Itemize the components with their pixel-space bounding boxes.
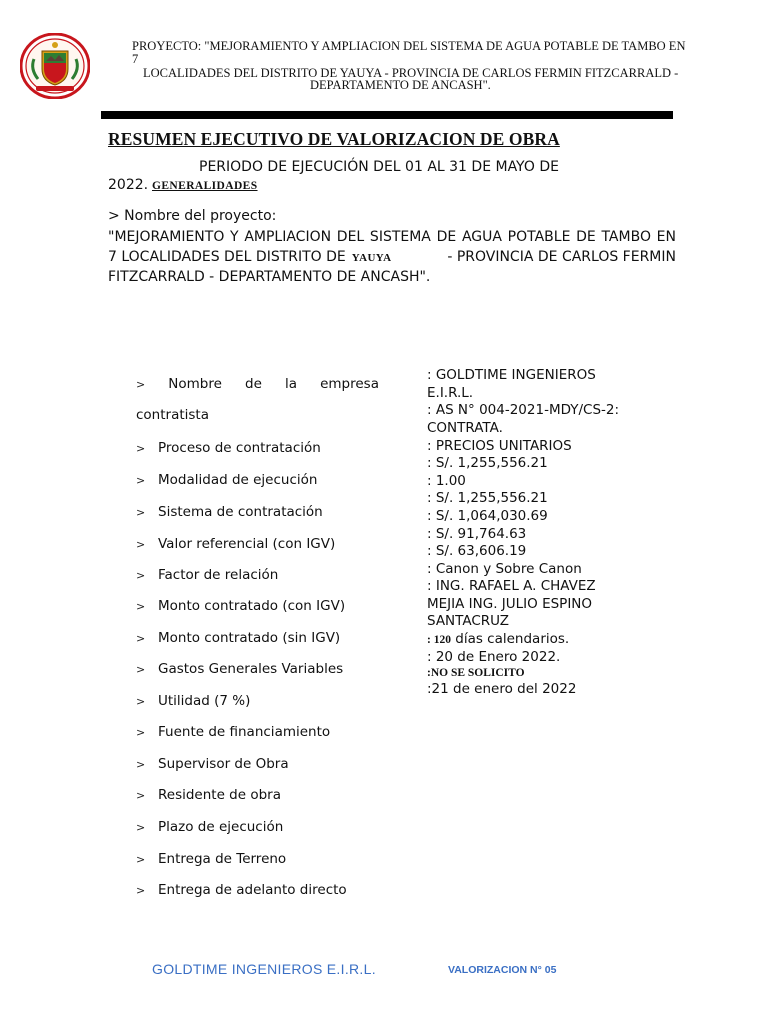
project-district-name: YAUYA [351,252,392,264]
value-monto-sin-igv: : S/. 1,064,030.69 [427,508,548,524]
footer-valorizacion-number: VALORIZACION N° 05 [448,964,557,976]
bullet-arrow-icon: > [136,378,146,391]
bullet-arrow-icon: > [136,663,146,676]
value-proceso: : AS N° 004-2021-MDY/CS-2: [427,402,620,418]
list-item [136,660,343,678]
list-item [136,597,345,615]
value-supervisor-cont: MEJIA ING. JULIO ESPINO [427,596,593,612]
list-item-label: Proceso de contratación [158,440,321,456]
list-item-label: Modalidad de ejecución [158,472,318,488]
project-name-line-2 [108,249,676,265]
value-fecha: :21 de enero del 2022 [427,681,577,697]
header-divider-thick [101,113,673,119]
list-item-label: Plazo de ejecución [158,819,284,835]
value-entrega-terreno: : 20 de Enero 2022. [427,649,561,665]
list-item [136,881,347,899]
project-name-label: > Nombre del proyecto: [108,208,277,224]
header-project-line-2: 7 [132,52,139,66]
project-name-line-2-start: 7 LOCALIDADES DEL DISTRITO DE [108,249,346,265]
bullet-arrow-icon: > [136,853,146,866]
footer-company: GOLDTIME INGENIEROS E.I.R.L. [152,961,376,977]
list-item-label: Entrega de Terreno [158,851,287,867]
list-item [136,818,283,836]
list-item [136,566,278,584]
value-adelanto: :NO SE SOLICITO [427,667,525,679]
value-residente: SANTACRUZ [427,613,510,629]
list-item [136,471,317,489]
list-item-label: Monto contratado (sin IGV) [158,630,341,646]
list-item-label: Valor referencial (con IGV) [158,536,336,552]
bullet-arrow-icon: > [136,600,146,613]
list-item [136,850,286,868]
list-word: la [284,376,297,392]
bullet-arrow-icon: > [136,726,146,739]
bullet-arrow-icon: > [136,758,146,771]
bullet-arrow-icon: > [136,821,146,834]
project-name-line-2-end: - PROVINCIA DE CARLOS FERMIN [447,249,676,265]
value-plazo-unit: días calendarios. [455,631,570,647]
list-item [136,692,250,710]
value-plazo [427,631,569,649]
bullet-arrow-icon: > [136,569,146,582]
bullet-arrow-icon: > [136,474,146,487]
list-item [136,535,335,553]
bullet-arrow-icon: > [136,506,146,519]
list-item-label: Supervisor de Obra [158,756,289,772]
list-item-empresa [136,376,379,392]
value-empresa-cont: E.I.R.L. [427,385,474,401]
list-item-label: Gastos Generales Variables [158,661,344,677]
list-item [136,629,340,647]
bullet-arrow-icon: > [136,884,146,897]
value-gastos: : S/. 91,764.63 [427,526,527,542]
list-item-label: Entrega de adelanto directo [158,882,347,898]
project-name-line-1: "MEJORAMIENTO Y AMPLIACION DEL SISTEMA DE AGUA POTABLE DE TAMBO EN [108,229,676,245]
list-item [136,439,321,457]
list-item-label: Factor de relación [158,567,279,583]
section-generalidades: GENERALIDADES [152,180,258,192]
list-item-label: Sistema de contratación [158,504,323,520]
list-word: Nombre [168,376,222,392]
value-empresa: : GOLDTIME INGENIEROS [427,367,596,383]
list-item [136,723,330,741]
value-utilidad: : S/. 63,606.19 [427,543,527,559]
value-factor: : 1.00 [427,473,466,489]
list-item-label: Utilidad (7 %) [158,693,251,709]
value-monto-con-igv: : S/. 1,255,556.21 [427,490,548,506]
value-financiamiento: : Canon y Sobre Canon [427,561,582,577]
value-supervisor: : ING. RAFAEL A. CHAVEZ [427,578,596,594]
bullet-arrow-icon: > [136,538,146,551]
document-title: RESUMEN EJECUTIVO DE VALORIZACION DE OBRA [108,129,560,149]
list-word: de [245,376,262,392]
value-plazo-days: : 120 [427,634,451,646]
bullet-arrow-icon: > [136,632,146,645]
value-proceso-cont: CONTRATA. [427,420,503,436]
header-project-line-1: PROYECTO: "MEJORAMIENTO Y AMPLIACION DEL SISTEMA DE AGUA POTABLE DE TAMBO EN [132,39,686,53]
period-year: 2022. [108,177,149,193]
bullet-arrow-icon: > [136,695,146,708]
municipal-seal-icon [20,33,90,99]
list-item-label: Fuente de financiamiento [158,724,331,740]
list-item [136,755,289,773]
period-line: PERIODO DE EJECUCIÓN DEL 01 AL 31 DE MAYO DE [199,159,559,175]
list-word: empresa [320,376,379,392]
list-item-empresa-cont: contratista [136,407,209,423]
list-item [136,786,281,804]
list-item-label: Residente de obra [158,787,282,803]
value-modalidad: : PRECIOS UNITARIOS [427,438,572,454]
value-valor-referencial: : S/. 1,255,556.21 [427,455,548,471]
header-project-line-3: LOCALIDADES DEL DISTRITO DE YAUYA - PROVINCIA DE CARLOS FERMIN FITZCARRALD - [143,66,679,80]
bullet-arrow-icon: > [136,442,146,455]
bullet-arrow-icon: > [136,789,146,802]
list-item [136,503,323,521]
header-project-line-4: DEPARTAMENTO DE ANCASH". [310,78,491,92]
project-name-line-3: FITZCARRALD - DEPARTAMENTO DE ANCASH". [108,269,431,285]
list-item-label: Monto contratado (con IGV) [158,598,346,614]
